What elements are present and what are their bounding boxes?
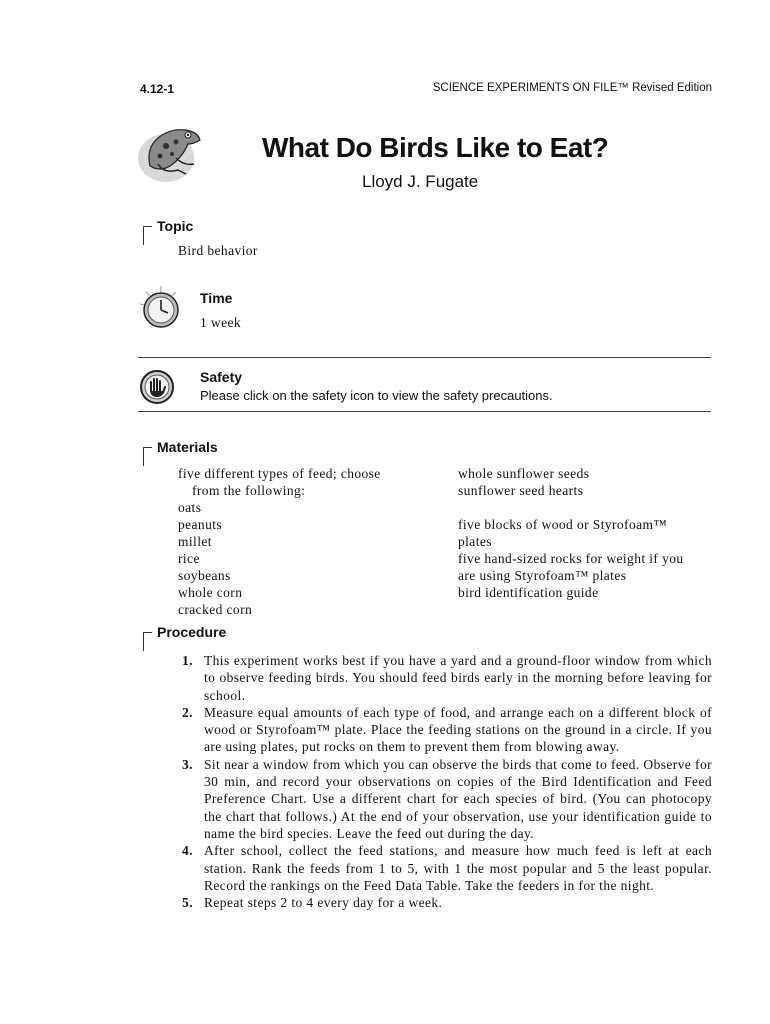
materials-right-list bbox=[458, 465, 684, 601]
list-item: rice bbox=[178, 551, 200, 566]
list-item: oats bbox=[178, 500, 202, 515]
list-item: five different types of feed; choose bbox=[178, 466, 381, 481]
procedure-step bbox=[182, 894, 712, 911]
list-item: whole sunflower seeds bbox=[458, 466, 590, 481]
procedure-list bbox=[182, 652, 712, 911]
step-number: 2. bbox=[182, 704, 193, 720]
list-item: bird identification guide bbox=[458, 585, 599, 600]
procedure-step bbox=[182, 704, 712, 756]
step-number: 4. bbox=[182, 843, 193, 859]
step-number: 5. bbox=[182, 895, 193, 911]
step-text: Measure equal amounts of each type of food, and arrange each on a different block of wood or Styrofoam™ plate. Place the feeding stations on the ground in a circle. If you are using plates, put rocks on them to prevent them from blowing away. bbox=[204, 704, 712, 755]
list-item: millet bbox=[178, 534, 212, 549]
materials-bracket bbox=[143, 447, 152, 466]
step-text: This experiment works best if you have a yard and a ground-floor window from which to observe feeding birds. You should feed birds early in the morning before leaving for school. bbox=[204, 653, 712, 703]
step-text: After school, collect the feed stations, and measure how much feed is left at each station. Rank the feeds from 1 to 5, with 1 the most popular and 5 the least popular. Record the rankings on the Feed Data Table. Take the feeders in for the night. bbox=[204, 843, 712, 893]
procedure-heading: Procedure bbox=[157, 624, 227, 640]
time-heading: Time bbox=[200, 290, 233, 306]
page-number: 4.12-1 bbox=[140, 82, 175, 96]
safety-hand-icon[interactable] bbox=[139, 369, 175, 405]
list-spacer bbox=[458, 499, 684, 516]
safety-text: Please click on the safety icon to view the safety precautions. bbox=[200, 388, 553, 403]
list-item: peanuts bbox=[178, 517, 223, 532]
time-text: 1 week bbox=[200, 315, 242, 330]
step-number: 3. bbox=[182, 756, 193, 772]
list-item: cracked corn bbox=[178, 602, 253, 617]
step-number: 1. bbox=[182, 653, 193, 668]
step-text: Sit near a window from which you can observe the birds that come to feed. Observe for 30 min, and record your observations on copies of the Bird Identification and Feed Preference Chart. Use a different chart for each species of bird. (You can photocopy the chart that follows.) At the end of your observation, use your identification guide to name the bird species. Leave the feed out during the day. bbox=[204, 756, 712, 841]
topic-text: Bird behavior bbox=[178, 243, 258, 258]
page-title: What Do Birds Like to Eat? bbox=[262, 132, 609, 163]
list-item: sunflower seed hearts bbox=[458, 483, 584, 498]
procedure-step bbox=[182, 652, 712, 704]
topic-heading: Topic bbox=[157, 218, 194, 234]
safety-heading: Safety bbox=[200, 369, 243, 385]
frog-icon bbox=[136, 118, 208, 184]
list-item: five blocks of wood or Styrofoam™ bbox=[458, 517, 668, 532]
clock-icon bbox=[138, 284, 184, 330]
list-item: soybeans bbox=[178, 568, 231, 583]
list-item: five hand-sized rocks for weight if you bbox=[458, 551, 684, 566]
topic-bracket bbox=[143, 226, 152, 245]
list-item: from the following: bbox=[192, 483, 306, 498]
divider bbox=[138, 411, 711, 412]
list-item: plates bbox=[458, 534, 492, 549]
materials-heading: Materials bbox=[157, 439, 218, 455]
list-item: are using Styrofoam™ plates bbox=[458, 568, 627, 583]
materials-left-list bbox=[178, 465, 381, 618]
author: Lloyd J. Fugate bbox=[362, 172, 479, 191]
list-item: whole corn bbox=[178, 585, 243, 600]
series-title: SCIENCE EXPERIMENTS ON FILE™ Revised Edition bbox=[432, 82, 712, 94]
procedure-step bbox=[182, 756, 712, 842]
step-text: Repeat steps 2 to 4 every day for a week. bbox=[204, 895, 443, 911]
divider bbox=[138, 357, 711, 358]
procedure-bracket bbox=[143, 632, 152, 651]
procedure-step bbox=[182, 842, 712, 894]
